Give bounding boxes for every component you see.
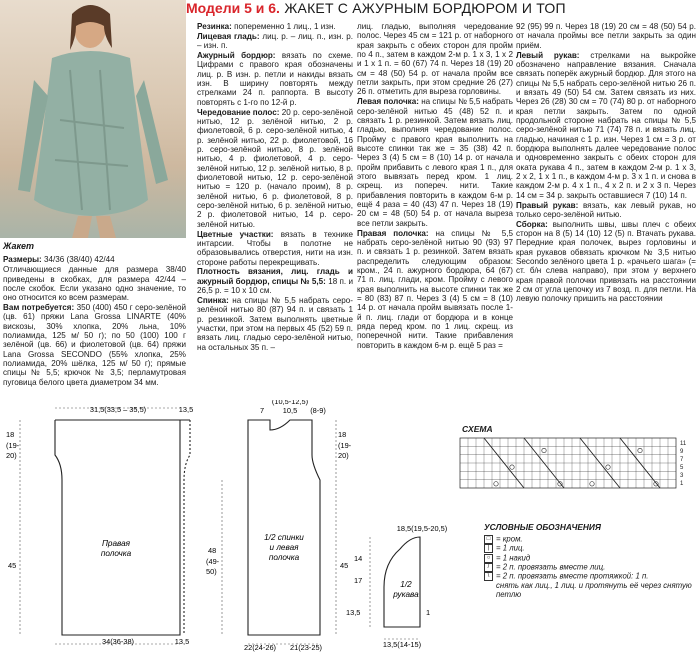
chart-yarn-over (494, 482, 498, 486)
svg-text:10,5: 10,5 (282, 406, 298, 415)
legend-item: ○ = 1 накид (484, 554, 696, 563)
sl-top-dim: 18,5(19,5-20,5) (396, 524, 448, 533)
bl-bottom-right: 21(23-25) (289, 643, 323, 652)
legend-item: / = 2 п. провязать вместе лиц. (484, 563, 696, 572)
sl-left-bottom: 13,5 (346, 608, 361, 617)
edge-stitch-icon: □ (484, 535, 493, 544)
bl-label-2: и левая (269, 543, 299, 552)
right-sleeve-paragraph: Правый рукав: вязать, как левый рукав, но только серо-зелёной нитью. (516, 200, 697, 219)
rf-left-main: 45 (8, 561, 17, 570)
model-photo-illustration (0, 0, 186, 238)
left-sleeve-paragraph: Левый рукав: стрелками на выкройке обозначено направление вязания. Сначала связать поперёк ажурный бордюр. Для этого на спицы № 5,5 набрать серо-зелёной нитью 26 п. и вязать 49 (50) 54 см. Затем связать из них. Через 26 (28) 30 см = 70 (74) 80 р. от наборного края петли закрыть. Затем по одной продольной стороне набрать на спицы № 5,5 серо-зелёной нитью 71 (74) 78 п. и вязать лиц. гладью, начиная с 1 р. изн. Через 1 см = 3 р. от бордюра выполнять далее чередование полос и одновременно закрыть с обеих сторон для оката рукава 4 п., затем в каждом 2-м р. 1 х 3, 2 х 2, 1 х 1 п., в каждом 4-м р. 3 х 1 п. и снова в каждом 2-м р. 4 х 1 п., 4 х 2 п. и 2 х 3 п. Через 14 см = 34 р. закрыть оставшиеся 7 (10) 14 п. (516, 50, 696, 200)
legend-title: УСЛОВНЫЕ ОБОЗНАЧЕНИЯ (484, 522, 601, 532)
stripes-paragraph: Чередование полос: 20 р. серо-зелёной нитью, 12 р. зелёной нитью, 2 р. фиолетовой, 6 р. серо-зелёной нитью, 4 р. зелёной нитью, 22 р. фиолетовой, 16 р. серо-зелёной нитью, 8 р. зелёной нитью, 4 р. фиолетовой, 4 р. серо-зелёной нитью, 12 р. зелёной нитью, 8 р. фиолетовой нитью, 12 р. серо-зелёной нитью = 120 р. (начало проим), 8 р. зелёной нитью, 6 р. фиолетовой, 8 р. серо-зелёной нитью, 6 р. зелёной нитью, 2 р. фиолетовой нитью, 14 р. серо-зелёной нитью. (197, 107, 353, 229)
legend-item: \ = 2 п. провязать вместе протяжкой: 1 п. (484, 572, 696, 581)
svg-text:(49-: (49- (206, 557, 220, 566)
text-column-3 (357, 22, 513, 351)
jacket-shape (34, 51, 148, 216)
sizes-paragraph: Размеры: 34/36 (38/40) 42/44 (3, 255, 115, 265)
rf-label-1: Правая (101, 539, 131, 548)
bl-top-dim: (10,5-12,5) (271, 400, 309, 406)
sleeve-pattern-diagram (340, 515, 470, 655)
lace-chart (458, 436, 698, 494)
rf-top-right-dim: 13,5 (178, 405, 194, 414)
svg-text:(19-: (19- (6, 441, 20, 450)
chart-yarn-over (590, 482, 594, 486)
rf-label-2: полочка (100, 549, 132, 558)
right-front-paragraph: Правая полочка: на спицы № 5,5 набрать серо-зелёной нитью 90 (93) 97 п. и связать 1 р. резинкой. Затем вязать распределить следующим образом: кром., 24 п. ажурного бордюра, 64 (67) 71 п. лиц. глади, кром. Пройму с левого края выполнить на высоте спинки так же = 80 (83) 87 п. Через 3 (4) 5 см = 8 (10) 14 р. от начала пройм вывязать после 1-й п. лиц. глади от бордюра и в конце ряда перед кром. по 1 лиц. скрещ. из поперечной нити. Такие прибавления повторить в каждом 6-м р. ещё 5 раз = (357, 228, 514, 350)
right-front-outline (55, 420, 190, 635)
rf-bottom-dim: 34(36-38) (101, 637, 135, 646)
left-front-paragraph: Левая полочка: на спицы № 5,5 набрать серо-зелёной нитью 45 (48) 52 п. и связать 1 р. резинкой. Затем вязать лиц. гладью, выполняя чередование полос. Пройму с правого края выполнить на высоте спинки так же = 35 (38) 42 п. Через 3 (4) 5 см = 8 (10) 14 р. от начала пройм прибавить с левого края 1 п., для этого вывязать перед кром. 1 лиц. скрещ. из попереч. нити. Такие прибавления повторить в каждом 6-м р. ещё 4 раза = 40 (43) 47 п. Через 18 (19) 20 см = 48 (50) 54 р. от начала выреза все петли закрыть. (357, 97, 513, 228)
header-title: ЖАКЕТ С АЖУРНЫМ БОРДЮРОМ И ТОП (284, 0, 566, 16)
right-front-continued: 92 (95) 99 п. Через 18 (19) 20 см = 48 (50) 54 р. от начала проймы все петли закрыть за один приём. (516, 22, 696, 50)
row-number: 1 (680, 481, 684, 487)
svg-text:50): 50) (206, 567, 217, 576)
row-number: 3 (680, 473, 684, 479)
lace-border-paragraph: Ажурный бордюр: вязать по схеме. Цифрами с правого края обозначены лиц. р. В изн. р. петли и накиды вязать изн. В ширину повторять между стрелками 24 п. раппорта. В высоту повторять с 1-го по 12-й р. (197, 51, 354, 107)
legend-list (484, 535, 696, 599)
right-front-pattern-diagram (0, 400, 240, 655)
k2tog-icon: / (484, 563, 493, 572)
chart-yarn-over (542, 448, 546, 452)
chart-yarn-over (510, 465, 514, 469)
svg-text:7: 7 (259, 406, 265, 415)
svg-text:(19-: (19- (338, 441, 352, 450)
svg-text:(8-9): (8-9) (310, 406, 326, 415)
chart-yarn-over (638, 448, 642, 452)
row-number: 9 (680, 449, 684, 455)
text-column-1 (3, 242, 186, 388)
sl-bottom-dim: 13,5(14-15) (382, 640, 422, 649)
gauge-paragraph: Плотность вязания, лиц. гладь и ажурный бордюр, спицы № 5,5: 18 п. и 26,5 р. = 10 х 10 см. (197, 267, 354, 296)
svg-text:20): 20) (338, 451, 349, 460)
bl-label-1: 1/2 спинки (264, 533, 304, 542)
back-paragraph: Спинка: на спицы № 5,5 набрать серо-зелёной нитью 80 (87) 94 п. и связать 1 р. резинкой. Затем выполнять цветные участки, при этом на первых 45 (52) 59 п. вязать лиц. гладью серо-зелёной нитью, на остальных 35 п. – (197, 295, 354, 352)
chart-yarn-over (606, 465, 610, 469)
header-accent: Модели 5 и 6. (186, 0, 280, 16)
rf-bottom-right-dim: 13,5 (174, 637, 190, 646)
model-photo (0, 0, 186, 238)
knit-stitch-icon: | (484, 544, 493, 553)
legend-item: □ = кром. (484, 535, 696, 544)
materials-paragraph: Вам потребуется: 350 (400) 450 г серо-зелёной (цв. 61) пряжи Lana Grossa LINARTE (40% вискозы, 30% хлопка, 20% льна, 10% полиамида, 125 м/ 50 г); по 50 (100) 100 г зелёной (цв. 66) и фиолетовой (цв. 64) пряжи Lana Grossa SECONDO (55% хлопка, 25% полиамида, 20% шёлка, 125 м/ 50 г); прямые спицы № 5,5; крючок № 3,5; перламутровая пуговица белого цвета диаметром 34 мм. (3, 303, 186, 387)
color-areas-paragraph: Цветные участки: вязать в технике интарсии. Чтобы в полотне не образовывались отверстия, нити на изн. стороне работы перекрещивать. (197, 229, 353, 267)
back-outline (248, 420, 320, 635)
schema-title: СХЕМА (462, 424, 493, 434)
sl-bottom-right: 1 (426, 608, 431, 617)
sl-left-main: 17 (354, 576, 363, 585)
page-header (186, 0, 699, 18)
back-continued-paragraph: лиц. гладью, выполняя чередование полос. Через 45 см = 121 р. от наборного края закрыть с обеих сторон для пройм по 4 п., затем в каждом 2-м р. 1 х 3, 1 х 2 и 1 х 1 п. = 60 (67) 74 п. Через 18 (19) 20 см = 48 (50) 54 р. от начала пройм все петли закрыть, при этом средние 26 (27) 26 п. отметить для выреза горловины. (357, 22, 513, 97)
rf-right-main: 48 (208, 546, 217, 555)
bl-label-3: полочка (268, 553, 300, 562)
rf-top-dim: 31,5(33,5 – 35,5) (89, 405, 147, 414)
ssk-icon: \ (484, 572, 493, 581)
yarn-over-icon: ○ (484, 554, 493, 563)
rf-left-top: 18 (6, 430, 15, 439)
row-number: 5 (680, 465, 684, 471)
bl-bottom-left: 22(24-26) (243, 643, 277, 652)
sl-label-1: 1/2 (400, 580, 412, 589)
svg-text:20): 20) (6, 451, 17, 460)
text-column-2 (197, 22, 353, 353)
sl-label-2: рукава (393, 590, 419, 599)
stockinette-paragraph: Лицевая гладь: лиц. р. – лиц. п., изн. р. – изн. п. (197, 31, 353, 51)
sl-left-top: 14 (354, 554, 363, 563)
row-number: 11 (680, 441, 687, 447)
row-number: 7 (680, 457, 684, 463)
bl-right-top: 18 (338, 430, 347, 439)
rib-paragraph: Резинка: попеременно 1 лиц., 1 изн. (197, 22, 336, 31)
assembly-paragraph: Сборка: выполнить швы, швы плеч с обеих сторон на 8 (5) 14 (10) 12 (5) п. Втачать рукава. Передние края полочек, вырез горловины и края рукавов обвязать крючком № 3,5 нитью Secondo зелёного цвета 1 р. «рачьего шага» (= ст. б/н слева направо), при этом у верхнего края правой полочки привязать на расстоянии 2 см от угла цепочку из 7 возд. п. для петли. На левую полочку пришить на расстоянии (516, 219, 696, 304)
sizes-note: Отличающиеся данные для размера 38/40 приведены в скобках, для размера 42/44 – после скобок. Если указано одно значение, то оно относится ко всем размерам. (3, 265, 186, 303)
legend-item: | = 1 лиц. (484, 544, 696, 553)
legend-item-continued: снять как лиц., 1 лиц. и протянуть её через снятую петлю (496, 580, 692, 599)
jacket-title: Жакет (3, 241, 35, 251)
bl-right-main: 45 (340, 561, 349, 570)
text-column-4 (516, 22, 696, 304)
